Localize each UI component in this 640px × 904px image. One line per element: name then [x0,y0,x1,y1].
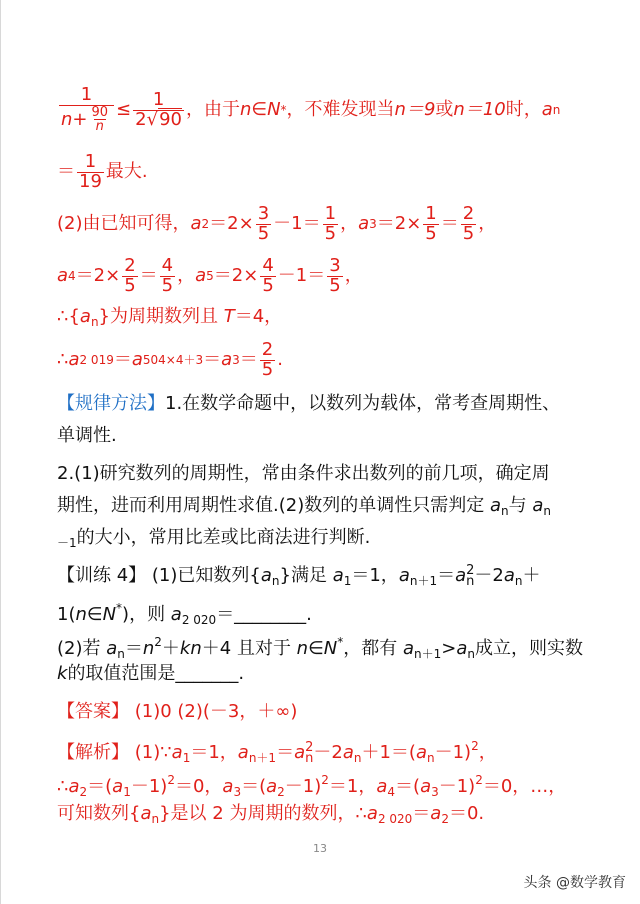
watermark: 头条 @数学教育 [523,875,626,891]
method-line-3: 2.(1)研究数列的周期性，常由条件求出数列的前几项，确定周 [57,463,550,484]
method-line-1: 【规律方法】1.在数学命题中，以数列为载体，常考查周期性、 [57,393,561,414]
analysis-line-2: $\therefore a_2=(a_1-1)^2=0$，$a_3=(a_2-1)^2=1$，$a_4=(a_3-1)^2=0$，…， [57,773,567,799]
part2-line-3: $\therefore\{a_n\}$为周期数列且 T＝4， [57,306,283,329]
training-line-1: 【训练 4】 (1)已知数列$\{a_n\}$满足 $a_1=1$，$a_{n+1}=a$ 2 n $-2a_n+$ [57,563,541,589]
fraction-right: $\frac{1}{2√90}$ [135,88,182,130]
part2-line-2: a 4 ＝2× $\frac{2}{5}$ ＝ $\frac{4}{5}$ ， a 5 ＝2× $\frac{4}{5}$ －1＝ $\frac{3}{5}$ ， [57,254,363,296]
answer-tag: 【答案】 [57,701,129,722]
analysis-line-3: 可知数列$\{a_n\}$是以 2 为周期的数列，$\therefore a_{2 020}=a_2=0$. [57,803,485,826]
training-tag: 【训练 4】 [57,565,147,586]
solution-line-1: 1 n+ $\frac{90}{n}$ ≤ $\frac{1}{2√90}$ ，由于 n∈N * ，不难发现当 n＝9 或 n＝10 时， a n [61,83,561,135]
answer-line: 【答案】 (1)0 (2)(－3，＋∞) [57,701,298,722]
training-line-4: k的取值范围是_______. [57,663,245,684]
method-line-2: 单调性. [57,425,117,446]
analysis-line-1: 【解析】 $(1)\because a_1=1$，$a_{n+1}=a$ 2 n $-2a_n+1=(a_n-1)^2$， [57,739,497,766]
analysis-tag: 【解析】 [57,742,129,763]
fraction-left: 1 n+ $\frac{90}{n}$ [59,86,114,134]
training-line-3: (2)若 $a_n=n^2+kn+4$ 且对于 n∈N*，都有 $a_{n+1}>a_n$成立，则实数 [57,635,583,661]
part2-line-1: (2)由已知可得， a 2 ＝2× $\frac{3}{5}$ －1＝ $\frac{1}{5}$ ， a 3 ＝2× $\frac{1}{5}$ ＝ $\frac{2}{5}$ ， [57,202,497,244]
part2-line-4: ∴ a 2 019 ＝ a 504×4＋3 ＝ a 3 ＝ $\frac{2}{5}$ . [57,338,283,380]
solution-line-2: ＝ $\frac{1}{19}$ 最大. [57,150,148,192]
method-line-5: $_{-1}$的大小，常用比差或比商法进行判断. [57,527,371,550]
page-number: 13 [313,842,327,855]
method-tag: 【规律方法】 [57,393,165,414]
training-line-2: 1(n∈N*)，则 $a_{2 020}=\_\_\_\_\_\_\_\_$. [57,601,312,627]
sqrt-icon: √ [146,108,159,130]
method-line-4: 期性，进而利用周期性求值.(2)数列的单调性只需判定 $a_n$与 $a_n$ [57,495,551,518]
